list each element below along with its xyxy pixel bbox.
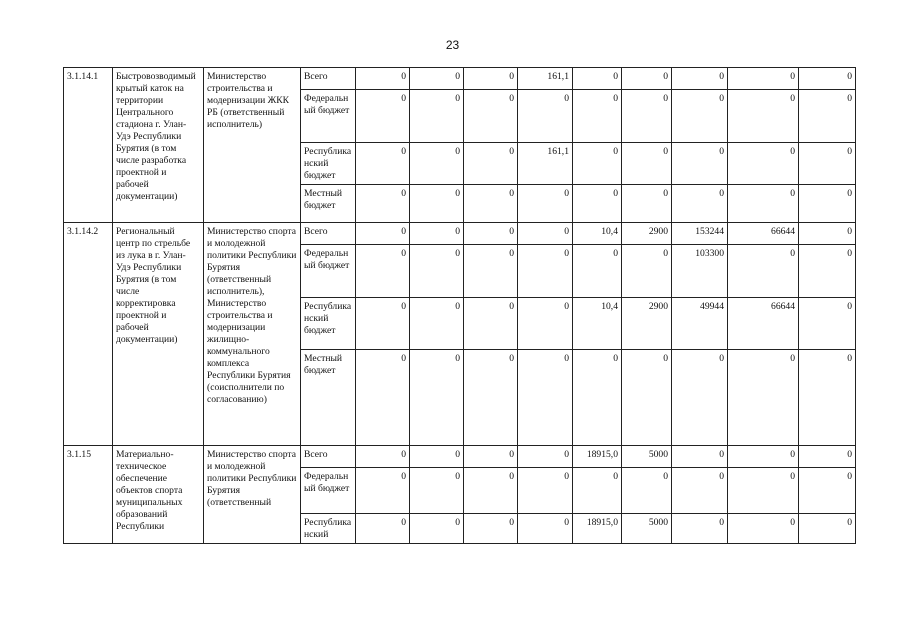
amount-cell: 0 [356,143,410,185]
amount-cell: 0 [518,185,573,223]
amount-cell: 5000 [622,514,672,544]
amount-cell: 0 [356,514,410,544]
amount-cell: 0 [464,223,518,245]
amount-cell: 0 [573,185,622,223]
amount-cell: 18915,0 [573,446,622,468]
amount-cell: 0 [464,468,518,514]
funding-source-label: Республиканский бюджет [301,143,356,185]
amount-cell: 0 [573,90,622,143]
amount-cell: 0 [799,143,856,185]
amount-cell: 0 [518,90,573,143]
amount-cell: 0 [573,350,622,446]
amount-cell: 0 [464,185,518,223]
item-name: Региональный центр по стрельбе из лука в г. Улан-Удэ Республики Бурятия (в том числе корректировка проектной и рабочей документации) [113,223,204,446]
table-row [64,223,856,245]
funding-source-label: Всего [301,68,356,90]
amount-cell: 0 [672,185,728,223]
amount-cell: 0 [573,68,622,90]
amount-cell: 0 [464,298,518,350]
amount-cell: 0 [464,245,518,298]
funding-source-label: Федеральный бюджет [301,90,356,143]
amount-cell: 0 [728,143,799,185]
amount-cell: 0 [410,446,464,468]
amount-cell: 0 [573,468,622,514]
amount-cell: 0 [464,68,518,90]
amount-cell: 0 [799,185,856,223]
amount-cell: 0 [518,468,573,514]
amount-cell: 0 [356,90,410,143]
amount-cell: 0 [622,90,672,143]
amount-cell: 0 [799,350,856,446]
amount-cell: 0 [672,514,728,544]
amount-cell: 66644 [728,298,799,350]
amount-cell: 0 [728,68,799,90]
budget-table [63,67,856,544]
amount-cell: 0 [410,245,464,298]
amount-cell: 0 [518,298,573,350]
amount-cell: 0 [464,446,518,468]
amount-cell: 0 [464,143,518,185]
amount-cell: 0 [410,468,464,514]
amount-cell: 0 [799,245,856,298]
amount-cell: 0 [356,245,410,298]
amount-cell: 0 [672,143,728,185]
amount-cell: 0 [728,90,799,143]
amount-cell: 0 [410,298,464,350]
amount-cell: 103300 [672,245,728,298]
amount-cell: 0 [728,514,799,544]
item-name: Материально-техническое обеспечение объектов спорта муниципальных образований Республики [113,446,204,544]
amount-cell: 0 [356,350,410,446]
amount-cell: 0 [410,68,464,90]
amount-cell: 0 [672,468,728,514]
funding-source-label: Федеральный бюджет [301,245,356,298]
amount-cell: 0 [799,298,856,350]
amount-cell: 5000 [622,446,672,468]
amount-cell: 0 [728,245,799,298]
table-row [64,68,856,90]
item-code: 3.1.14.2 [64,223,113,446]
amount-cell: 0 [672,350,728,446]
amount-cell: 0 [410,350,464,446]
amount-cell: 0 [622,185,672,223]
amount-cell: 0 [672,446,728,468]
amount-cell: 0 [518,223,573,245]
amount-cell: 0 [356,223,410,245]
amount-cell: 0 [410,514,464,544]
funding-source-label: Местный бюджет [301,350,356,446]
funding-source-label: Федеральный бюджет [301,468,356,514]
item-code: 3.1.14.1 [64,68,113,223]
amount-cell: 0 [622,143,672,185]
amount-cell: 161,1 [518,143,573,185]
amount-cell: 0 [356,185,410,223]
amount-cell: 0 [728,468,799,514]
funding-source-label: Республиканский [301,514,356,544]
amount-cell: 0 [356,298,410,350]
item-executor: Министерство строительства и модернизации ЖКК РБ (ответственный исполнитель) [204,68,301,223]
amount-cell: 0 [799,68,856,90]
amount-cell: 49944 [672,298,728,350]
amount-cell: 0 [672,90,728,143]
amount-cell: 0 [799,446,856,468]
amount-cell: 0 [799,223,856,245]
table-row [64,446,856,468]
amount-cell: 0 [410,90,464,143]
amount-cell: 0 [728,350,799,446]
item-executor: Министерство спорта и молодежной политики Республики Бурятия (ответственный [204,446,301,544]
funding-source-label: Всего [301,223,356,245]
amount-cell: 0 [728,185,799,223]
amount-cell: 66644 [728,223,799,245]
page-number: 23 [445,38,460,52]
amount-cell: 0 [356,468,410,514]
amount-cell: 0 [799,90,856,143]
amount-cell: 0 [622,68,672,90]
amount-cell: 0 [622,245,672,298]
amount-cell: 0 [464,350,518,446]
item-executor: Министерство спорта и молодежной политики Республики Бурятия (ответственный исполнитель), Министерство строительства и модернизации жилищно-коммунального комплекса Республики Бурятия (соисполнители по согласованию) [204,223,301,446]
amount-cell: 153244 [672,223,728,245]
amount-cell: 0 [518,245,573,298]
amount-cell: 0 [799,468,856,514]
amount-cell: 0 [573,245,622,298]
amount-cell: 0 [573,143,622,185]
amount-cell: 0 [728,446,799,468]
amount-cell: 0 [518,514,573,544]
amount-cell: 0 [464,514,518,544]
amount-cell: 0 [410,143,464,185]
amount-cell: 2900 [622,223,672,245]
amount-cell: 0 [356,446,410,468]
amount-cell: 0 [464,90,518,143]
funding-source-label: Республиканский бюджет [301,298,356,350]
amount-cell: 0 [622,468,672,514]
amount-cell: 2900 [622,298,672,350]
amount-cell: 0 [410,223,464,245]
amount-cell: 10,4 [573,298,622,350]
funding-source-label: Местный бюджет [301,185,356,223]
amount-cell: 0 [518,446,573,468]
amount-cell: 0 [518,350,573,446]
amount-cell: 0 [622,350,672,446]
amount-cell: 0 [410,185,464,223]
amount-cell: 0 [356,68,410,90]
amount-cell: 18915,0 [573,514,622,544]
amount-cell: 0 [672,68,728,90]
amount-cell: 0 [799,514,856,544]
item-name: Быстровозводимый крытый каток на территории Центрального стадиона г. Улан-Удэ Республики Бурятия (в том числе разработка проектной и рабочей документации) [113,68,204,223]
funding-source-label: Всего [301,446,356,468]
amount-cell: 10,4 [573,223,622,245]
item-code: 3.1.15 [64,446,113,544]
amount-cell: 161,1 [518,68,573,90]
